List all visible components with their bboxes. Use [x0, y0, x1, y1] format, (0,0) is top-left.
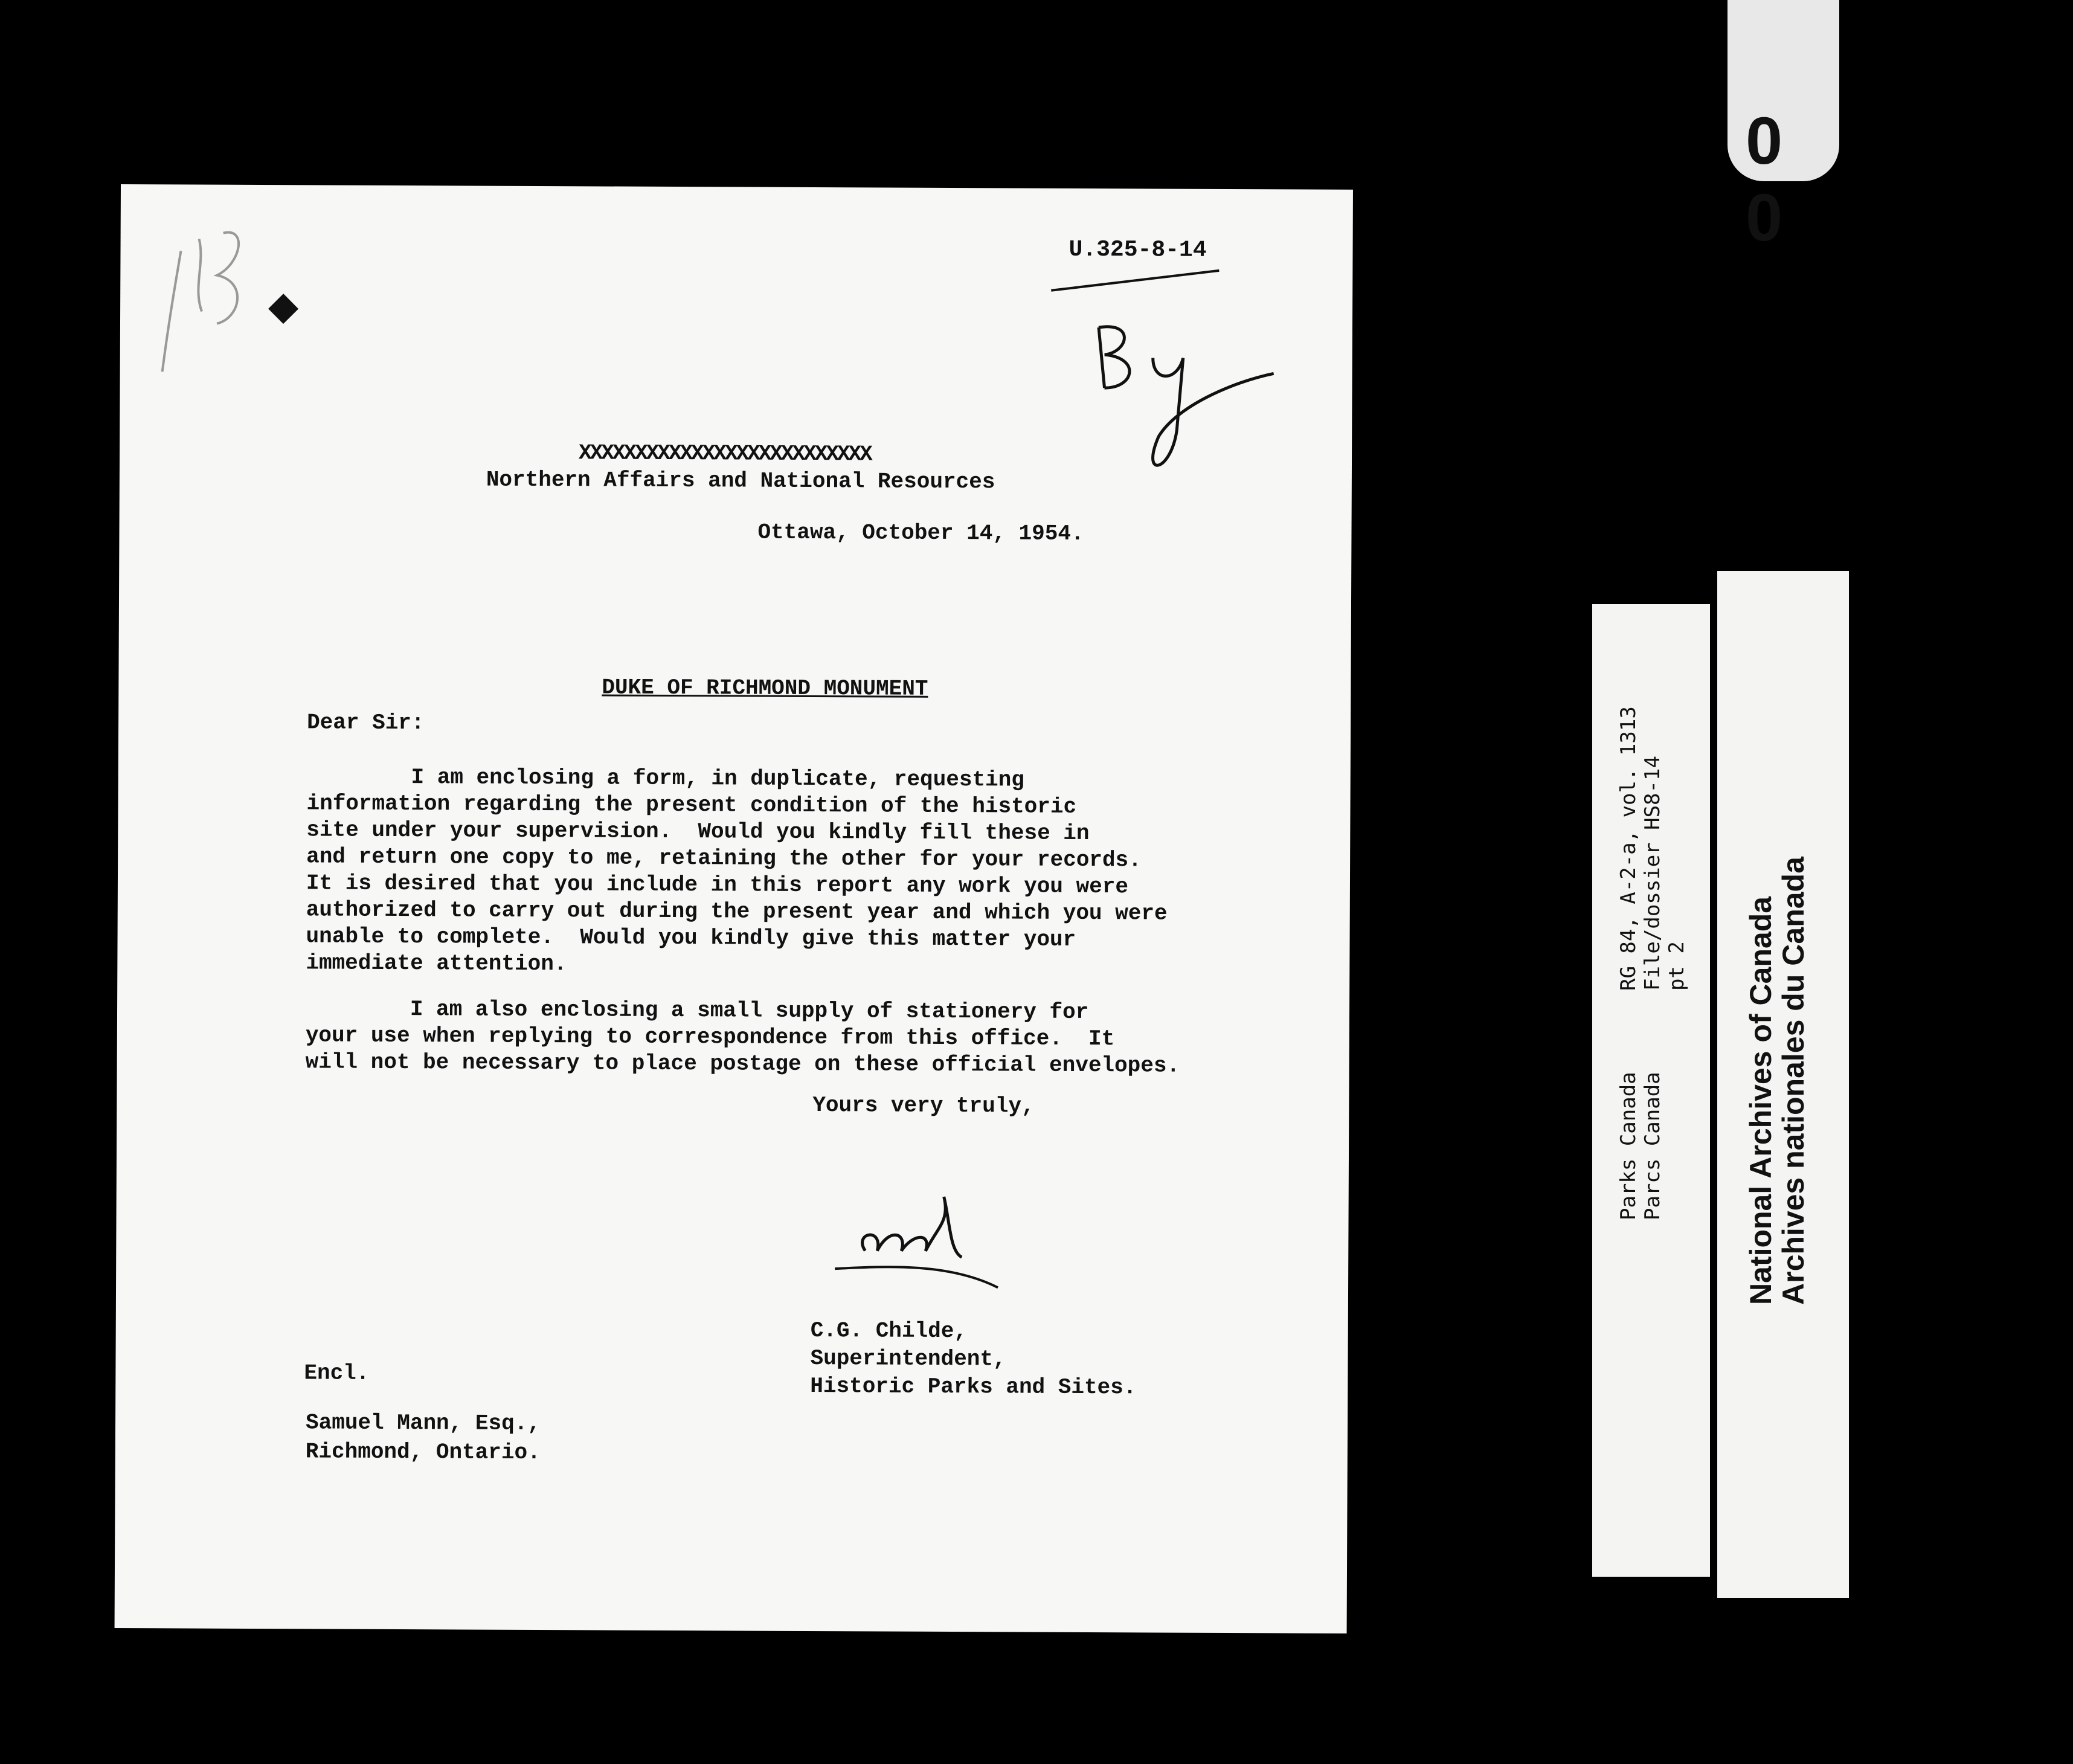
body-paragraph-2: I am also enclosing a small supply of stationery for your use when replying to correspondence from this office. It will not be necessary to place postage on these official envelopes. — [305, 996, 1180, 1078]
department-name: Northern Affairs and National Resources — [486, 467, 995, 495]
handwritten-by-note — [1086, 315, 1280, 500]
file-reference-stamp: RG 84, A-2-a, vol. 1313 File/dossier HS8-14 pt 2 — [1616, 706, 1689, 991]
body-paragraph-1: I am enclosing a form, in duplicate, requesting information regarding the present condition of the historic site under your supervision. Would you kindly fill these in and return one copy to me, retaining the other for your records. It is desired that you include in this report any work you were authorized to carry out during the present year and which you were unable to complete. Would you kindly give this matter your immediate attention. — [306, 764, 1168, 977]
struck-department-line: XXXXXXXXXXXXXXXXXXXXXXXXXX — [578, 440, 871, 467]
letter-page — [115, 184, 1353, 1634]
margin-handwritten-note — [156, 202, 313, 399]
signer-block: C.G. Childe, Superintendent, Historic Parks and Sites. — [810, 1318, 1137, 1400]
archive-name: National Archives of Canada Archives nationales du Canada — [1744, 857, 1810, 1305]
agency-stamp: Parks Canada Parcs Canada — [1616, 1072, 1665, 1220]
dateline: Ottawa, October 14, 1954. — [757, 520, 1084, 546]
salutation: Dear Sir: — [307, 710, 425, 736]
film-frame-marker: 0 0 — [1728, 0, 1839, 181]
signature — [829, 1184, 1035, 1309]
closing: Yours very truly, — [812, 1093, 1035, 1119]
reference-underline — [1051, 269, 1220, 292]
subject-heading: DUKE OF RICHMOND MONUMENT — [602, 675, 928, 701]
enclosure-note: Encl. — [304, 1360, 370, 1386]
addressee-block: Samuel Mann, Esq., Richmond, Ontario. — [305, 1410, 541, 1466]
reference-number: U.325-8-14 — [1069, 236, 1207, 263]
